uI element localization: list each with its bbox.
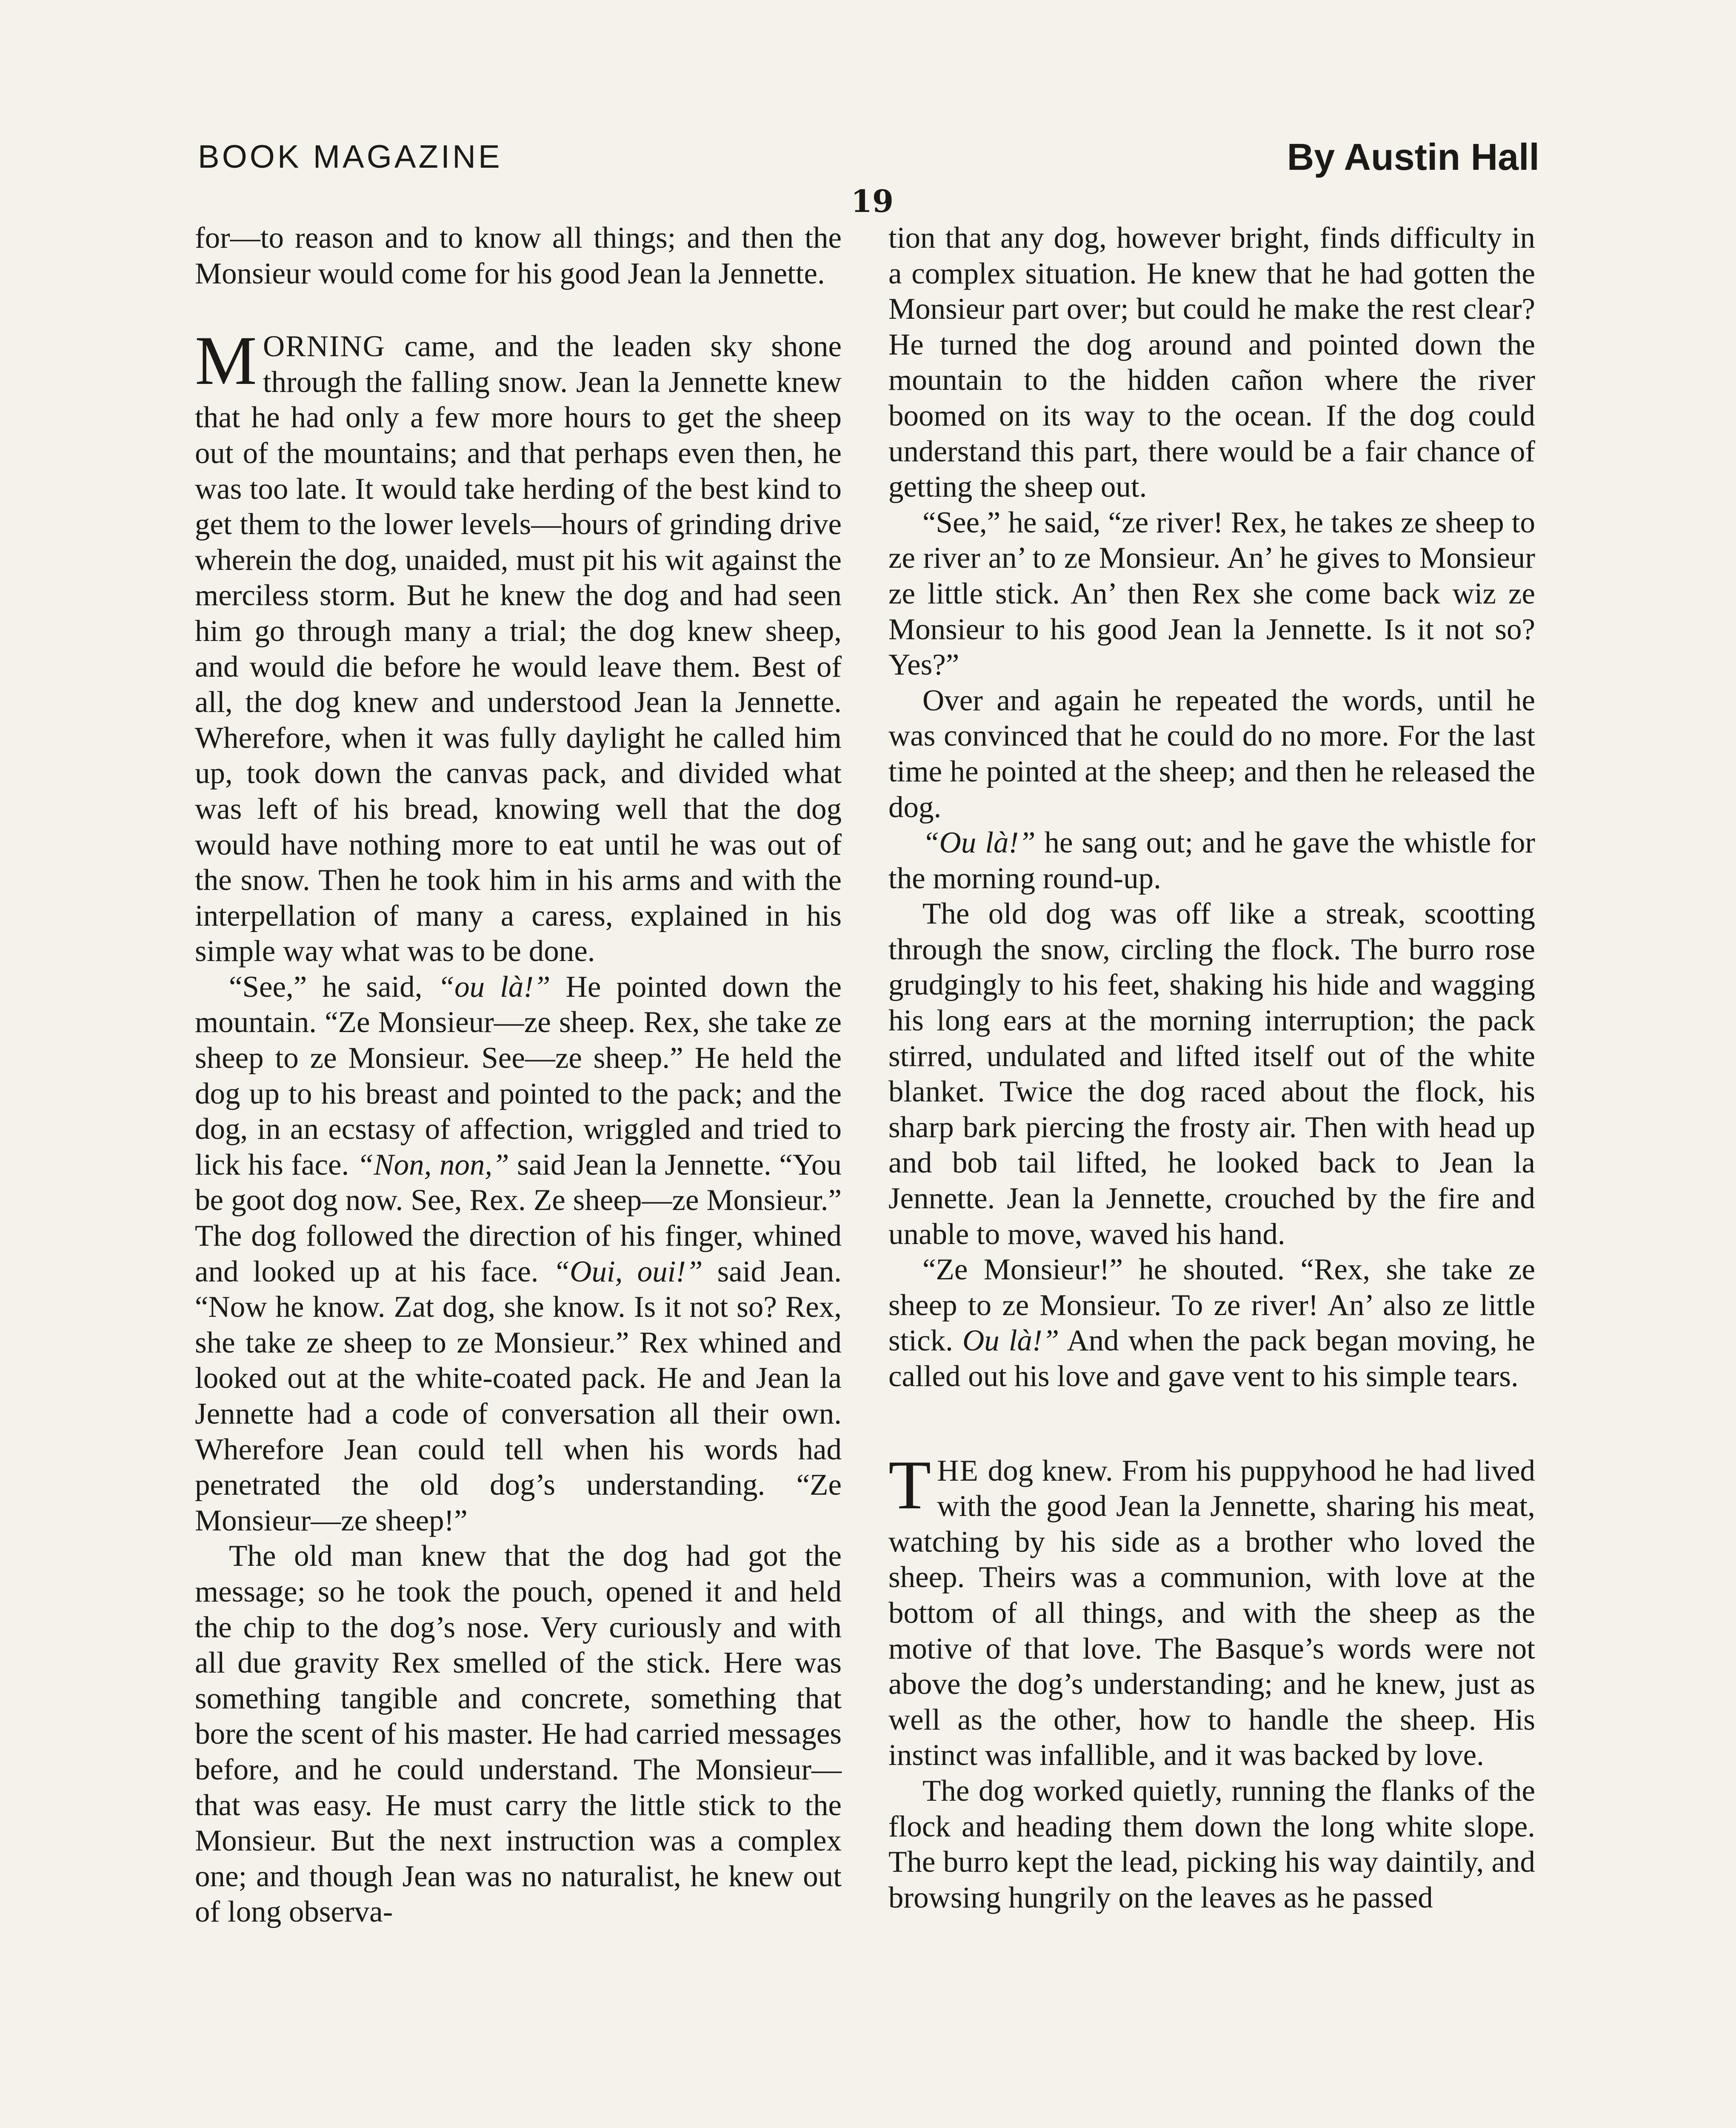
paragraph xyxy=(888,1252,1535,1394)
lead-word: ORNING xyxy=(263,330,385,363)
paragraph: The dog worked quietly, running the flanks of the flock and heading them down the long white slope. The burro kept the lead, picking his way daintily, and browsing hungrily on the leaves as he passed xyxy=(888,1774,1535,1914)
right-column xyxy=(888,220,1535,1916)
text-run: said Jean la Jennette. “You be goot dog now. See, Rex. Ze sheep—ze Monsieur.” The dog followed the direction of his finger, whined and looked up at his face. xyxy=(195,1148,842,1288)
italic-run: “ou là!” xyxy=(437,970,551,1004)
paragraph xyxy=(888,825,1535,896)
magazine-title: BOOK MAGAZINE xyxy=(198,139,503,175)
drop-cap: M xyxy=(195,322,257,400)
paragraph-the-dog xyxy=(888,1446,1535,1773)
italic-run: “Oui, oui!” xyxy=(553,1255,703,1288)
lead-word: HE xyxy=(937,1454,979,1487)
paragraph: The old man knew that the dog had got the message; so he took the pouch, opened it and held the chip to the dog’s nose. Very curiously and with all due gravity Rex smelled of the stick. Here was something tangible and concrete, something that bore the scent of his master. He had carried messages before, and he could understand. The Monsieur—that was easy. He must carry the little stick to the Monsieur. But the next instruction was a complex one; and though Jean was no naturalist, he knew out of long observa- xyxy=(195,1539,842,1929)
text-run: “Ze Monsieur!” he shouted. “Rex, she take ze sheep to ze Monsieur. To ze river! An’ also ze little stick. xyxy=(888,1253,1535,1358)
paragraph: “See,” he said, “ze river! Rex, he takes ze sheep to ze river an’ to ze Monsieur. An’ he gives to Monsieur ze little stick. An’ then Rex she come back wiz ze Monsieur to his good Jean la Jennette. Is it not so? Yes?” xyxy=(888,506,1535,682)
paragraph: Over and again he repeated the words, until he was convinced that he could do no more. For the last time he pointed at the sheep; and then he released the dog. xyxy=(888,684,1535,824)
paragraph: for—to reason and to know all things; and then the Monsieur would come for his good Jean la Jennette. xyxy=(195,221,842,290)
text-run: “See,” he said, xyxy=(229,970,438,1004)
text-run: said Jean. “Now he know. Zat dog, she know. Is it not so? Rex, she take ze sheep to ze Monsieur.” Rex whined and looked out at the white-coated pack. He and Jean la Jennette had a code of conversation all their own. Wherefore Jean could tell when his words had penetrated the old dog’s understanding. “Ze Monsieur—ze sheep!” xyxy=(195,1255,842,1537)
page-number: 19 xyxy=(851,183,894,219)
text-run: And when the pack began moving, he called out his love and gave vent to his simple tears. xyxy=(888,1324,1535,1393)
text-run: He pointed down the mountain. “Ze Monsieur—ze sheep. Rex, she take ze sheep to ze Monsieur. See—ze sheep.” He held the dog up to his breast and pointed to the pack; and the dog, in an ecstasy of affection, wriggled and tried to lick his face. xyxy=(195,970,842,1181)
author-byline: By Austin Hall xyxy=(1287,136,1539,178)
paragraph-morning xyxy=(195,322,842,970)
paragraph-text: came, and the leaden sky shone through the falling snow. Jean la Jennette knew that he had only a few more hours to get the sheep out of the mountains; and that perhaps even then, he was too late. It would take herding of the best kind to get them to the lower levels—hours of grinding drive wherein the dog, unaided, must pit his wit against the merciless storm. But he knew the dog and had seen him go through many a trial; the dog knew sheep, and would die before he would leave them. Best of all, the dog knew and understood Jean la Jennette. Wherefore, when it was fully daylight he called him up, took down the canvas pack, and divided what was left of his bread, knowing well that the dog would have nothing more to eat until he was out of the snow. Then he took him in his arms and with the interpellation of many a caress, explained in his simple way what was to be done. xyxy=(195,330,842,968)
paragraph xyxy=(195,970,842,1539)
paragraph: tion that any dog, however bright, finds difficulty in a complex situation. He knew that he had gotten the Monsieur part over; but could he make the rest clear? He turned the dog around and pointed down the mountain to the hidden cañon where the river boomed on its way to the ocean. If the dog could understand this part, there would be a fair chance of getting the sheep out. xyxy=(888,221,1535,504)
italic-run: “Ou là!” xyxy=(922,826,1036,860)
italic-run: “Non, non,” xyxy=(357,1148,509,1181)
paragraph-text: dog knew. From his puppyhood he had lived with the good Jean la Jennette, sharing his meat, watching by his side as a brother who loved the sheep. Theirs was a communion, with love at the bottom of all things, and with the sheep as the motive of that love. The Basque’s words were not above the dog’s understanding; and he knew, just as well as the other, how to handle the sheep. His instinct was infallible, and it was backed by love. xyxy=(888,1454,1535,1772)
left-column xyxy=(195,220,842,1930)
drop-cap: T xyxy=(888,1446,931,1524)
italic-run: Ou là!” xyxy=(962,1324,1059,1358)
text-run: he sang out; and he gave the whistle for the morning round-up. xyxy=(888,826,1535,895)
paragraph: The old dog was off like a streak, scootting through the snow, circling the flock. The burro rose grudgingly to his feet, shaking his hide and wagging his long ears at the morning interruption; the pack stirred, undulated and lifted itself out of the white blanket. Twice the dog raced about the flock, his sharp bark piercing the frosty air. Then with head up and bob tail lifted, he looked back to Jean la Jennette. Jean la Jennette, crouched by the fire and unable to move, waved his hand. xyxy=(888,897,1535,1251)
